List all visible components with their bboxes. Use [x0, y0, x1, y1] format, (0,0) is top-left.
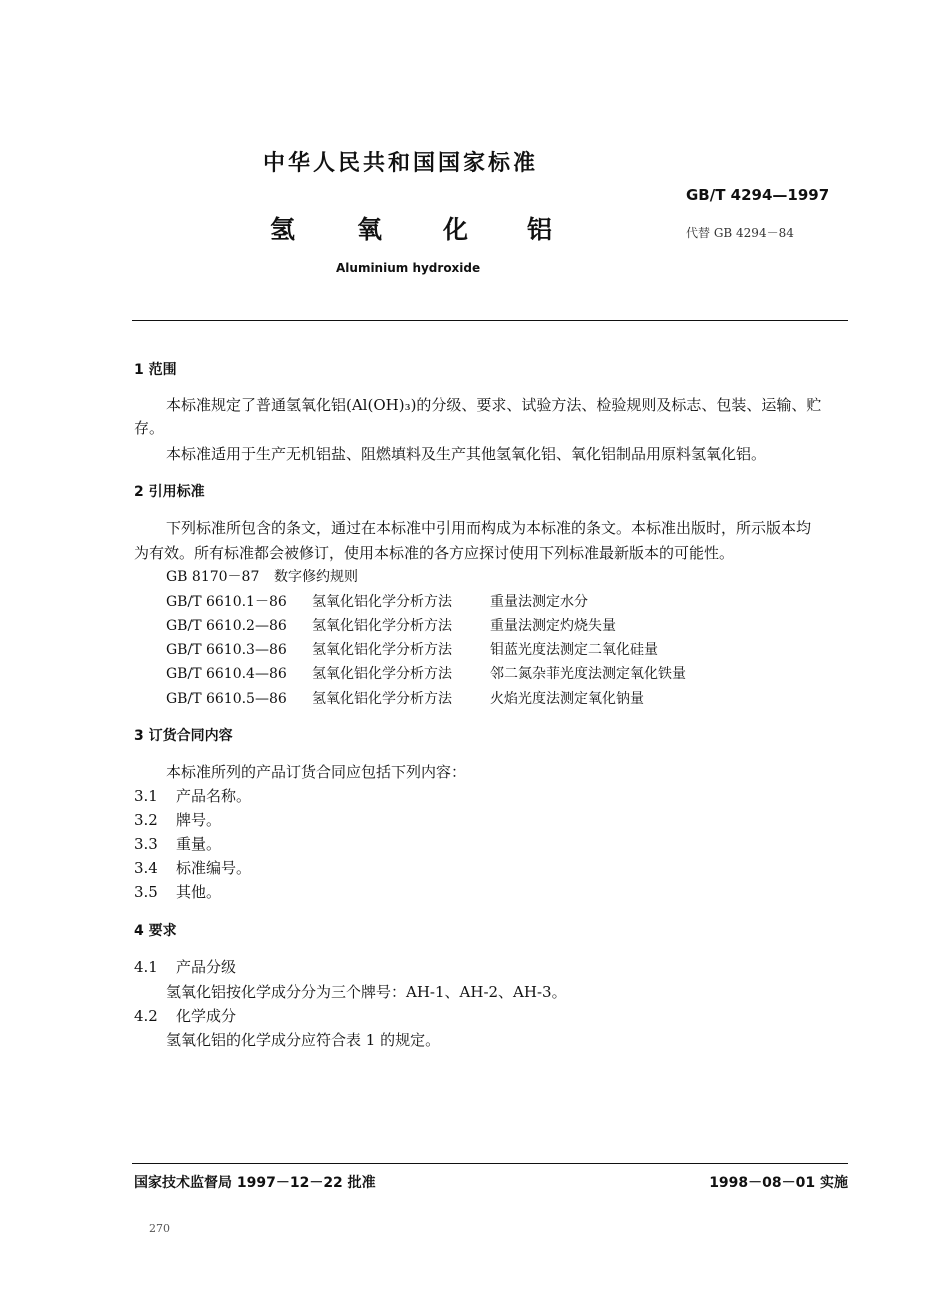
reference-code: GB/T 6610.5—86 — [166, 691, 287, 707]
subsection-number: 4.2 — [134, 1007, 158, 1025]
replaces-standard: 代替 GB 4294－84 — [686, 226, 794, 240]
title-char: 氢 — [270, 215, 296, 244]
reference-code: GB 8170－87 — [166, 569, 260, 585]
title-char: 化 — [443, 215, 469, 244]
reference-method: 重量法测定水分 — [490, 594, 588, 610]
item-number: 3.5 — [134, 883, 158, 901]
item-text: 其他。 — [176, 883, 222, 901]
reference-title: 氢氧化铝化学分析方法 — [312, 691, 452, 707]
section-3-heading: 3 订货合同内容 — [134, 728, 233, 744]
section-2-paragraph-cont: 为有效。所有标准都会被修订，使用本标准的各方应探讨使用下列标准最新版本的可能性。 — [134, 544, 735, 562]
subsection-title: 化学成分 — [176, 1007, 237, 1025]
reference-title: 氢氧化铝化学分析方法 — [312, 642, 452, 658]
item-number: 3.2 — [134, 811, 158, 829]
reference-code: GB/T 6610.1－86 — [166, 594, 287, 610]
national-standard-title: 中华人民共和国国家标准 — [263, 151, 539, 176]
item-number: 3.4 — [134, 859, 158, 877]
reference-title: 氢氧化铝化学分析方法 — [312, 594, 452, 610]
item-text: 重量。 — [176, 835, 222, 853]
section-2-paragraph: 下列标准所包含的条文，通过在本标准中引用而构成为本标准的条文。本标准出版时，所示版本均 — [166, 519, 812, 537]
item-text: 牌号。 — [176, 811, 222, 829]
reference-method: 重量法测定灼烧失量 — [490, 618, 616, 634]
item-text: 产品名称。 — [176, 787, 252, 805]
implementation-date: 1998－08－01 实施 — [709, 1175, 848, 1191]
section-1-heading: 1 范围 — [134, 362, 177, 378]
reference-code: GB/T 6610.3—86 — [166, 642, 287, 658]
page-number: 270 — [149, 1222, 170, 1235]
reference-method: 邻二氮杂菲光度法测定氧化铁量 — [490, 666, 686, 682]
section-2-heading: 2 引用标准 — [134, 484, 205, 500]
reference-code: GB/T 6610.2—86 — [166, 618, 287, 634]
item-text: 标准编号。 — [176, 859, 252, 877]
section-1-paragraph-2: 本标准适用于生产无机铝盐、阻燃填料及生产其他氢氧化铝、氧化铝制品用原料氢氧化铝。 — [166, 445, 767, 463]
section-1-paragraph-1-cont: 存。 — [134, 419, 165, 437]
english-title: Aluminium hydroxide — [336, 261, 481, 275]
reference-method: 钼蓝光度法测定二氧化硅量 — [490, 642, 658, 658]
title-char: 铝 — [527, 215, 553, 244]
reference-code: GB/T 6610.4—86 — [166, 666, 287, 682]
reference-title: 氢氧化铝化学分析方法 — [312, 618, 452, 634]
reference-title: 氢氧化铝化学分析方法 — [312, 666, 452, 682]
subsection-4-1-text: 氢氧化铝按化学成分分为三个牌号：AH-1、AH-2、AH-3。 — [166, 983, 567, 1001]
reference-method: 火焰光度法测定氧化钠量 — [490, 691, 644, 707]
approval-line: 国家技术监督局 1997－12－22 批准 — [134, 1175, 376, 1191]
header-divider — [132, 320, 848, 321]
subsection-number: 4.1 — [134, 958, 158, 976]
item-number: 3.3 — [134, 835, 158, 853]
footer-divider — [132, 1163, 848, 1164]
section-4-heading: 4 要求 — [134, 923, 177, 939]
standard-number: GB/T 4294—1997 — [686, 186, 830, 204]
title-char: 氧 — [357, 215, 383, 244]
section-3-intro: 本标准所列的产品订货合同应包括下列内容： — [166, 763, 467, 781]
reference-title: 数字修约规则 — [274, 569, 358, 585]
item-number: 3.1 — [134, 787, 158, 805]
subsection-4-2-text: 氢氧化铝的化学成分应符合表 1 的规定。 — [166, 1031, 441, 1049]
subsection-title: 产品分级 — [176, 958, 237, 976]
section-1-paragraph-1: 本标准规定了普通氢氧化铝(Al(OH)₃)的分级、要求、试验方法、检验规则及标志、包装、运输、贮 — [166, 396, 822, 414]
